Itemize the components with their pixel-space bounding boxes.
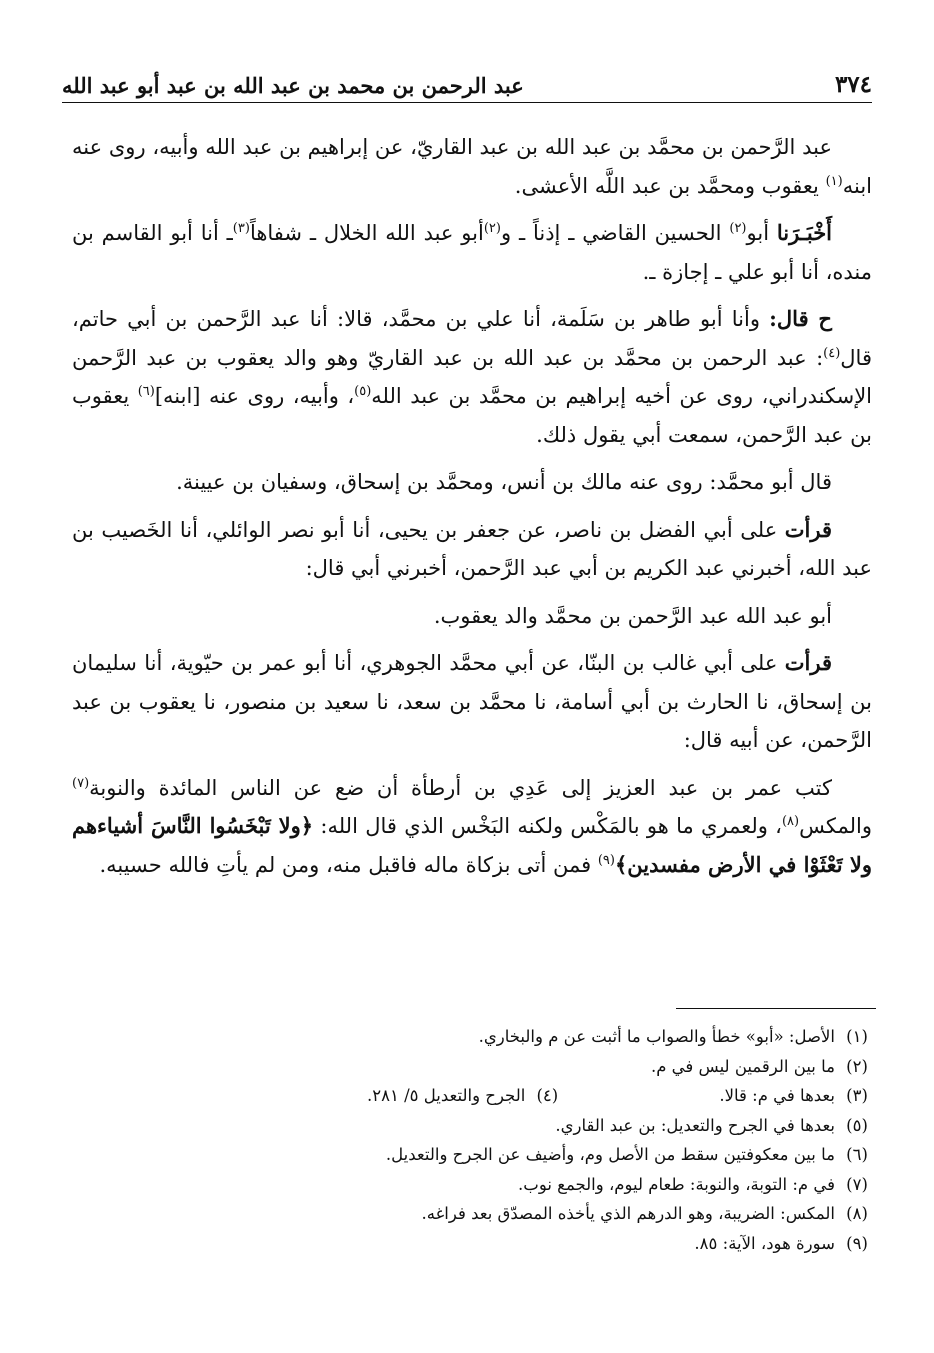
footnote-text: المكس: الضريبة، وهو الدرهم الذي يأخذه المصدّق بعد فراغه. (421, 1204, 835, 1223)
footnote-item-pair (120, 1081, 879, 1111)
footnotes (120, 1022, 879, 1258)
page-number: ٣٧٤ (834, 71, 872, 98)
paragraph-3 (72, 300, 872, 454)
footnote-ref: (١) (825, 173, 843, 189)
quran-quote: ﴿ولا تَبْخَسُوا النَّاسَ أشياءهم ولا تَعْثَوْا في الأرض مفسدين﴾ (72, 813, 872, 877)
footnote-text: الجرح والتعديل ٥/ ٢٨١. (367, 1086, 526, 1105)
footnote-text: الأصل: «أبو» خطأ والصواب ما أثبت عن م والبخاري. (478, 1027, 835, 1046)
footnote-ref: (٩) (597, 852, 615, 868)
footnote-text: بعدها في الجرح والتعديل: بن عبد القاري. (555, 1115, 835, 1135)
paragraph-lead-word: قرأت (784, 516, 832, 542)
footnote-item (120, 1052, 879, 1082)
footnote-number: (٦) (846, 1145, 868, 1164)
paragraph-4 (72, 463, 872, 502)
text-run: على أبي الفضل بن ناصر، عن جعفر بن يحيى، أنا أبو نصر الوائلي، أنا الخَصيب بن عبد الله، أخبرني عبد الكريم بن أبي عبد الرَّحمن، أخبرني أبي قال: (72, 517, 872, 580)
text-run: أبو (746, 221, 777, 245)
text-run: ، وأبيه، روى عنه [ابنه] (154, 384, 355, 408)
footnote-number: (٣) (846, 1086, 868, 1105)
text-run: والمكس (799, 814, 872, 838)
footnote-ref: (٨) (781, 814, 800, 829)
footnote-item (120, 1022, 879, 1052)
footnote-ref: (٥) (354, 384, 372, 399)
footnote-number: (٨) (846, 1204, 868, 1223)
footnote-item (120, 1111, 879, 1141)
text-run: أبو عبد الله الخلال ـ شفاهاً (249, 221, 484, 245)
paragraph-8 (72, 769, 872, 885)
main-text (72, 128, 872, 893)
footnote-ref: (٤) (823, 345, 841, 361)
footnote-text: سورة هود، الآية: ٨٥. (694, 1233, 835, 1253)
text-run: فمن أتى بزكاة ماله فاقبل منه، ومن لم يأتِ فالله حسيبه. (99, 852, 598, 877)
footnote-number: (٥) (846, 1115, 868, 1135)
footnote-item (120, 1199, 879, 1229)
text-run: وأنا أبو طاهر بن سَلَمة، أنا علي بن محمَّد، قالا: أنا عبد الرَّحمن بن أبي حاتم، قال (72, 307, 872, 370)
footnote-text: ما بين الرقمين ليس في م. (650, 1056, 835, 1076)
paragraph-lead-word: أَخْبَـرَنا (776, 220, 833, 245)
running-head-title: عبد الرحمن بن محمد بن عبد الله بن عبد أبو عبد الله (62, 73, 524, 98)
footnote-ref: (٦) (137, 384, 155, 399)
paragraph-5 (72, 511, 872, 588)
text-run: عبد الرَّحمن بن محمَّد بن عبد الله بن عبد القاريّ، عن إبراهيم بن عبد الله وأبيه، روى عنه ابنه (72, 135, 872, 198)
footnote-item (120, 1170, 879, 1200)
text-run: يعقوب بن عبد الرَّحمن، سمعت أبي يقول ذلك. (72, 384, 872, 447)
text-run: كتب عمر بن عبد العزيز إلى عَدِي بن أرطأة أن ضع عن الناس المائدة والنوبة (89, 775, 832, 800)
paragraph-6 (72, 597, 872, 636)
paragraph-lead-word: ح قال: (769, 306, 832, 331)
footnote-text: بعدها في م: قالا. (719, 1086, 835, 1105)
paragraph-7 (72, 644, 872, 760)
footnote-item (120, 1140, 879, 1170)
text-run: ، ولعمري ما هو بالمَكْس ولكنه البَخْس الذي قال الله: (313, 814, 782, 838)
footnote-ref: (٢) (483, 221, 501, 236)
footnote-number: (١) (846, 1027, 868, 1046)
text-run: الحسين القاضي ـ إذناً ـ و (500, 221, 730, 245)
text-run: على أبي غالب بن البنّا، عن أبي محمَّد الجوهري، أنا أبو عمر بن حيّوية، أنا سليمان بن إسحاق، نا الحارث بن أبي أسامة، نا محمَّد بن سعد، نا سعيد بن منصور، نا يعقوب بن عبد الرَّحمن، عن أبيه قال: (72, 651, 872, 752)
footnote-item (120, 1229, 879, 1259)
footnote-number: (٩) (846, 1233, 868, 1253)
running-head (62, 62, 872, 103)
paragraph-1 (72, 128, 872, 205)
text-run: أبو عبد الله عبد الرَّحمن بن محمَّد والد يعقوب. (433, 603, 832, 628)
text-run: قال أبو محمَّد: روى عنه مالك بن أنس، ومحمَّد بن إسحاق، وسفيان بن عيينة. (176, 470, 832, 494)
text-run: ـ أنا أبو القاسم بن منده، أنا أبو علي ـ إجازة ـ. (72, 221, 872, 284)
footnote-ref: (٣) (232, 221, 250, 236)
footnote-ref: (٢) (729, 221, 747, 236)
footnote-separator (676, 1008, 876, 1009)
footnote-number: (٧) (846, 1174, 868, 1194)
footnote-text: في م: التوبة، والنوبة: طعام ليوم، والجمع نوب. (518, 1174, 835, 1194)
footnote-text: ما بين معكوفتين سقط من الأصل وم، وأضيف عن الجرح والتعديل. (385, 1145, 835, 1164)
paragraph-2 (72, 214, 872, 291)
text-run: : عبد الرحمن بن محمَّد بن عبد الله بن عبد القاريّ وهو والد يعقوب بن عبد الرَّحمن الإسكندراني، روى عن أخيه إبراهيم بن محمَّد بن عبد الله (72, 345, 872, 408)
footnote-number: (٢) (846, 1056, 868, 1076)
footnote-number: (٤) (536, 1086, 559, 1105)
text-run: يعقوب ومحمَّد بن عبد اللَّه الأعشى. (514, 173, 826, 198)
paragraph-lead-word: قرأت (784, 650, 832, 675)
footnote-ref: (٧) (72, 775, 90, 791)
